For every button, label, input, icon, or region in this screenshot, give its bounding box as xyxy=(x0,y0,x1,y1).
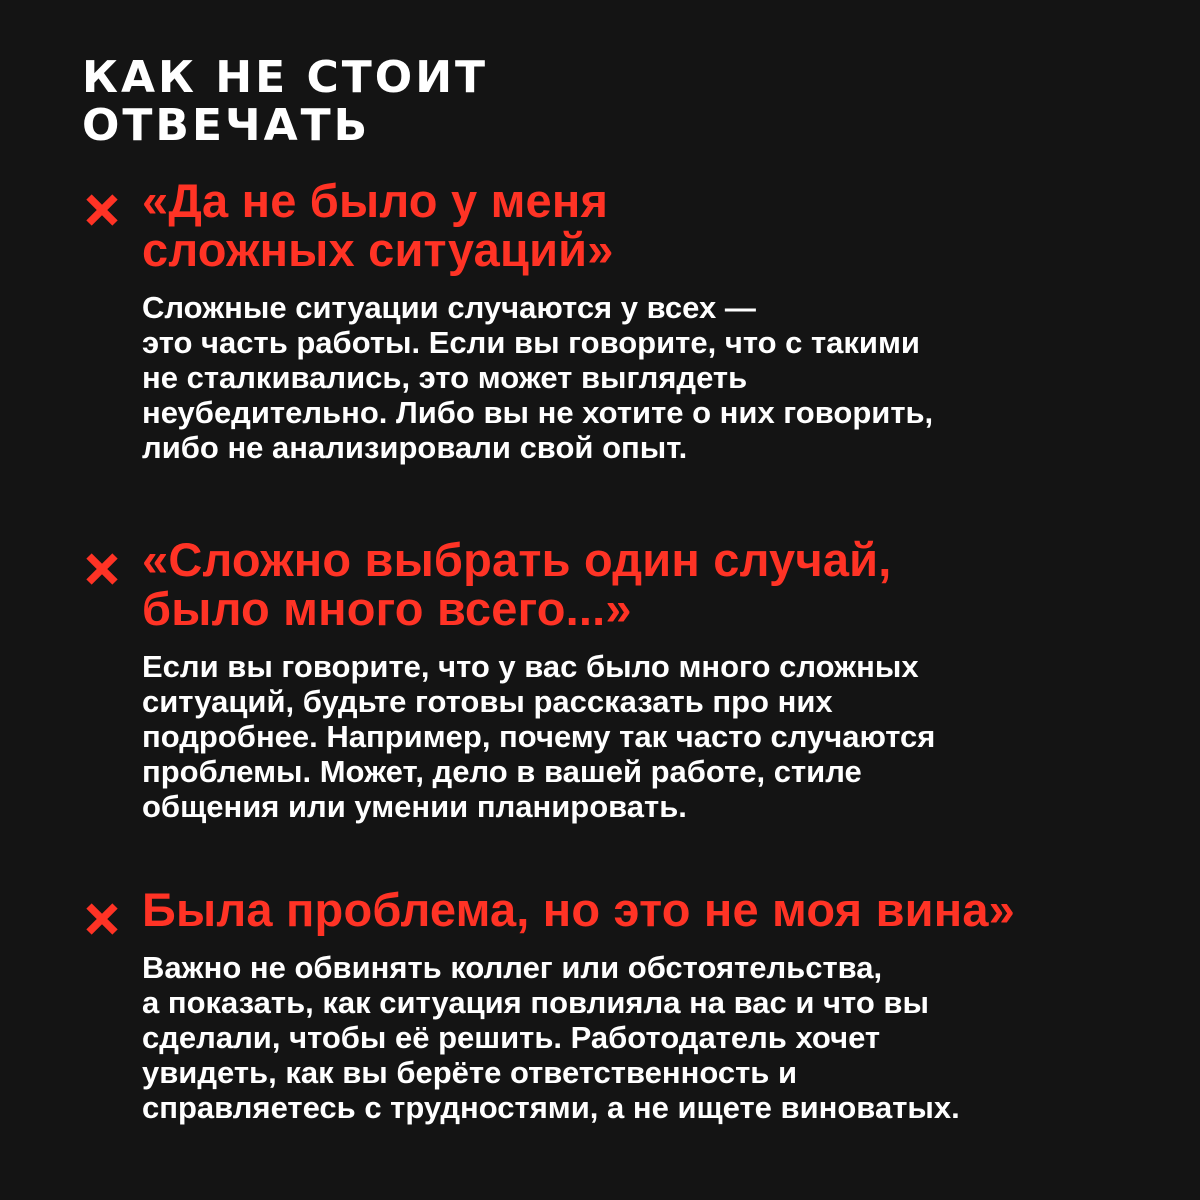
answer-heading xyxy=(142,176,1170,274)
body-line: либо не анализировали свой опыт. xyxy=(142,430,688,465)
answer-explanation xyxy=(142,290,1170,465)
body-line: проблемы. Может, дело в вашей работе, стиле xyxy=(142,754,862,789)
heading-line: было много всего...» xyxy=(142,582,632,635)
body-line: это часть работы. Если вы говорите, что с такими xyxy=(142,325,920,360)
body-line: Если вы говорите, что у вас было много сложных xyxy=(142,649,919,684)
answer-explanation xyxy=(142,950,1170,1125)
heading-line: сложных ситуаций» xyxy=(142,223,614,276)
body-line: Важно не обвинять коллег или обстоятельства, xyxy=(142,950,883,985)
answer-item-2 xyxy=(80,535,1170,824)
body-line: не сталкивались, это может выглядеть xyxy=(142,360,748,395)
body-line: сделали, чтобы её решить. Работодатель хочет xyxy=(142,1020,881,1055)
body-line: подробнее. Например, почему так часто случаются xyxy=(142,719,936,754)
answer-item-3 xyxy=(80,885,1170,1125)
heading-line: «Сложно выбрать один случай, xyxy=(142,533,892,586)
heading-line: «Да не было у меня xyxy=(142,174,609,227)
answer-heading xyxy=(142,535,1170,633)
body-line: а показать, как ситуация повлияла на вас и что вы xyxy=(142,985,929,1020)
body-line: общения или умении планировать. xyxy=(142,789,687,824)
answer-heading xyxy=(142,885,1170,934)
cross-icon xyxy=(82,549,122,589)
body-line: увидеть, как вы берёте ответственность и xyxy=(142,1055,797,1090)
body-line: ситуаций, будьте готовы рассказать про них xyxy=(142,684,833,719)
answer-item-1 xyxy=(80,176,1170,465)
title-line-2: ОТВЕЧАТЬ xyxy=(82,100,371,151)
body-line: Сложные ситуации случаются у всех — xyxy=(142,290,756,325)
cross-icon xyxy=(82,190,122,230)
cross-icon xyxy=(82,899,122,939)
body-line: неубедительно. Либо вы не хотите о них говорить, xyxy=(142,395,934,430)
title-line-1: КАК НЕ СТОИТ xyxy=(82,52,489,103)
body-line: справляетесь с трудностями, а не ищете виноватых. xyxy=(142,1090,960,1125)
heading-line: Была проблема, но это не моя вина» xyxy=(142,883,1016,936)
answer-explanation xyxy=(142,649,1170,824)
page-title xyxy=(82,54,488,150)
